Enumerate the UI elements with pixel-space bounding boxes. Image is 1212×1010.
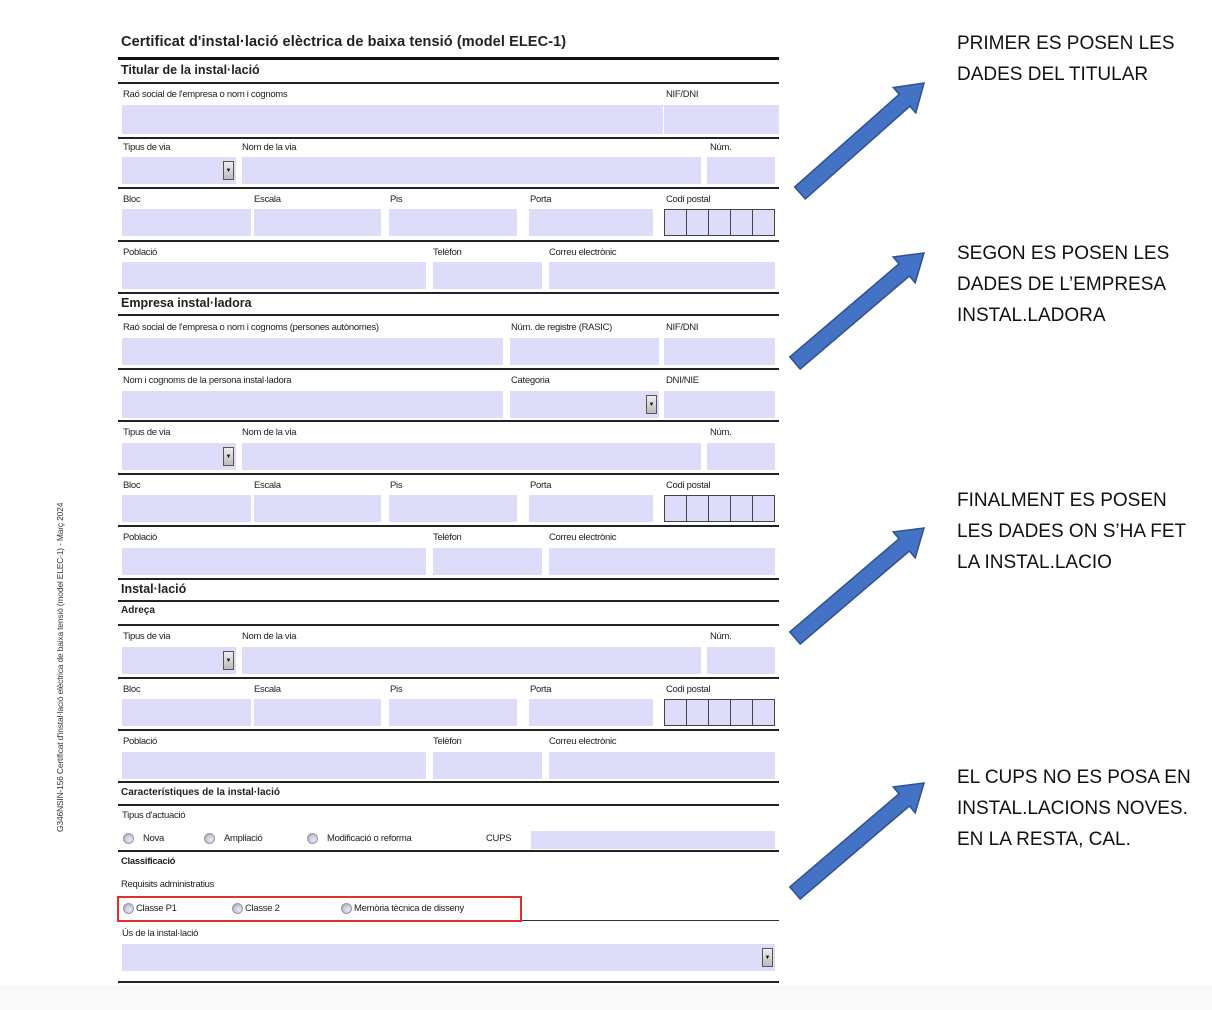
arrow-icon-2 bbox=[790, 253, 924, 369]
dropdown-arrow-icon[interactable]: ▼ bbox=[762, 948, 773, 967]
titular-tipus-via-label: Tipus de via bbox=[123, 142, 171, 153]
actuacio-option-ampliacio[interactable]: Ampliació bbox=[204, 833, 262, 844]
titular-escala-label: Escala bbox=[254, 194, 281, 205]
dropdown-arrow-icon[interactable]: ▼ bbox=[223, 161, 234, 180]
installacio-correu-label: Correu electrònic bbox=[549, 736, 617, 747]
empresa-escala-label: Escala bbox=[254, 480, 281, 491]
titular-telefon-label: Telèfon bbox=[433, 247, 462, 258]
requisit-option-memoria[interactable]: Memòria tècnica de disseny bbox=[341, 903, 464, 914]
empresa-dni-label: DNI/NIE bbox=[666, 375, 699, 386]
note-empresa: SEGON ES POSEN LES DADES DE L’EMPRESA INSTAL.LADORA bbox=[957, 243, 1170, 326]
titular-num-label: Núm. bbox=[710, 142, 732, 153]
installacio-nom-via-label: Nom de la via bbox=[242, 631, 297, 642]
titular-pis-label: Pis bbox=[390, 194, 403, 205]
dropdown-arrow-icon[interactable]: ▼ bbox=[223, 447, 234, 466]
installacio-escala-label: Escala bbox=[254, 684, 281, 695]
titular-rao-social-label: Raó social de l'empresa o nom i cognoms bbox=[123, 89, 288, 100]
caracteristiques-label: Característiques de la instal·lació bbox=[121, 787, 280, 798]
empresa-persona-label: Nom i cognoms de la persona instal·ladora bbox=[123, 375, 292, 386]
empresa-nif-label: NIF/DNI bbox=[666, 322, 699, 333]
empresa-telefon-label: Telèfon bbox=[433, 532, 462, 543]
empresa-porta-label: Porta bbox=[530, 480, 552, 491]
section-installacio-heading: Instal·lació bbox=[121, 582, 187, 596]
empresa-tipus-via-label: Tipus de via bbox=[123, 427, 171, 438]
titular-nom-via-label: Nom de la via bbox=[242, 142, 297, 153]
classificacio-label: Classificació bbox=[121, 856, 176, 867]
installacio-telefon-label: Telèfon bbox=[433, 736, 462, 747]
arrow-icon-1 bbox=[795, 83, 924, 199]
installacio-porta-label: Porta bbox=[530, 684, 552, 695]
empresa-num-label: Núm. bbox=[710, 427, 732, 438]
requisit-option-classe-2[interactable]: Classe 2 bbox=[232, 903, 280, 914]
installacio-pis-label: Pis bbox=[390, 684, 403, 695]
us-installacio-label: Ús de la instal·lació bbox=[122, 928, 199, 939]
installacio-bloc-label: Bloc bbox=[123, 684, 141, 695]
empresa-registre-label: Núm. de registre (RASIC) bbox=[511, 322, 613, 333]
empresa-codi-postal-label: Codi postal bbox=[666, 480, 711, 491]
note-installacio: FINALMENT ES POSEN LES DADES ON S’HA FET LA INSTAL.LACIO bbox=[957, 490, 1186, 573]
cups-label: CUPS bbox=[486, 833, 512, 844]
arrow-icon-4 bbox=[790, 783, 924, 899]
empresa-poblacio-label: Població bbox=[123, 532, 158, 543]
section-titular-heading: Titular de la instal·lació bbox=[121, 63, 260, 77]
titular-poblacio-label: Població bbox=[123, 247, 158, 258]
titular-bloc-label: Bloc bbox=[123, 194, 141, 205]
section-empresa-heading: Empresa instal·ladora bbox=[121, 296, 252, 310]
installacio-poblacio-label: Població bbox=[123, 736, 158, 747]
installacio-codi-postal-label: Codi postal bbox=[666, 684, 711, 695]
empresa-nom-via-label: Nom de la via bbox=[242, 427, 297, 438]
form-title: Certificat d'instal·lació elèctrica de baixa tensió (model ELEC-1) bbox=[121, 34, 567, 50]
empresa-correu-label: Correu electrònic bbox=[549, 532, 617, 543]
titular-correu-label: Correu electrònic bbox=[549, 247, 617, 258]
dropdown-arrow-icon[interactable]: ▼ bbox=[646, 395, 657, 414]
requisit-option-classe-p1[interactable]: Classe P1 bbox=[123, 903, 177, 914]
tipus-actuacio-label: Tipus d'actuació bbox=[122, 810, 186, 821]
empresa-bloc-label: Bloc bbox=[123, 480, 141, 491]
form-code-vertical: G346NSIN-156 Certificat d'instal·lació elèctrica de baixa tensió (model ELEC-1) - Març 2024 bbox=[55, 502, 65, 832]
note-cups: EL CUPS NO ES POSA EN INSTAL.LACIONS NOVES. EN LA RESTA, CAL. bbox=[957, 767, 1191, 850]
installacio-tipus-via-label: Tipus de via bbox=[123, 631, 171, 642]
requisits-label: Requisits administratius bbox=[121, 879, 215, 890]
titular-porta-label: Porta bbox=[530, 194, 552, 205]
titular-codi-postal-label: Codi postal bbox=[666, 194, 711, 205]
arrow-icon-3 bbox=[790, 528, 924, 644]
empresa-pis-label: Pis bbox=[390, 480, 403, 491]
actuacio-option-nova[interactable]: Nova bbox=[123, 833, 164, 844]
installacio-num-label: Núm. bbox=[710, 631, 732, 642]
dropdown-arrow-icon[interactable]: ▼ bbox=[223, 651, 234, 670]
actuacio-option-modificacio[interactable]: Modificació o reforma bbox=[307, 833, 412, 844]
titular-nif-label: NIF/DNI bbox=[666, 89, 699, 100]
empresa-categoria-label: Categoria bbox=[511, 375, 550, 386]
empresa-rao-social-label: Raó social de l'empresa o nom i cognoms (persones autònomes) bbox=[123, 322, 379, 333]
note-titular: PRIMER ES POSEN LES DADES DEL TITULAR bbox=[957, 33, 1175, 85]
adreca-label: Adreça bbox=[121, 605, 155, 616]
